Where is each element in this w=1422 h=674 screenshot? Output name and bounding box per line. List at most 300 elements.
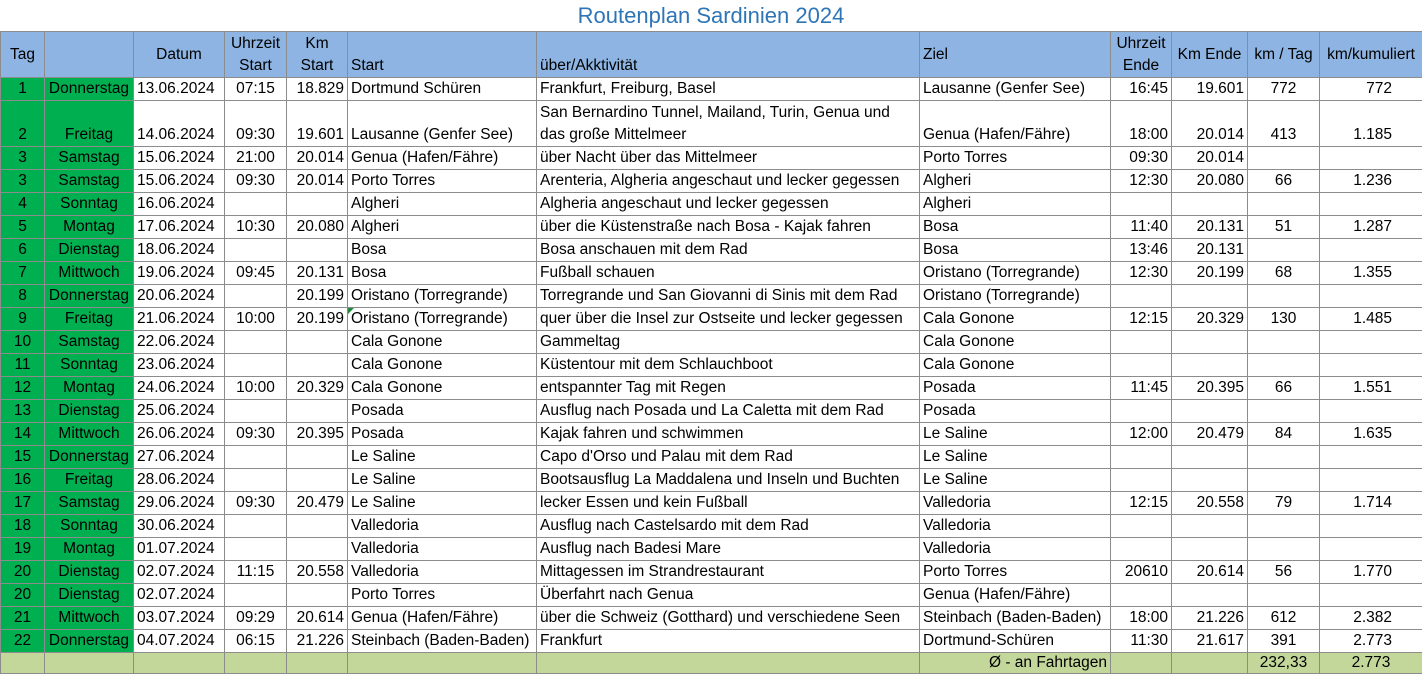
cell-ueber[interactable]: Bootsausflug La Maddalena und Inseln und Buchten bbox=[537, 469, 920, 492]
cell-km-kumuliert[interactable]: 1.485 bbox=[1320, 308, 1422, 331]
cell-km-ende[interactable]: 20.199 bbox=[1172, 262, 1248, 285]
cell-tag[interactable]: 13 bbox=[1, 400, 45, 423]
footer-cell[interactable] bbox=[134, 653, 225, 674]
cell-tag[interactable]: 6 bbox=[1, 239, 45, 262]
cell-km-start[interactable]: 19.601 bbox=[287, 101, 348, 147]
cell-uhrzeit-ende[interactable]: 09:30 bbox=[1111, 147, 1172, 170]
cell-tag[interactable]: 4 bbox=[1, 193, 45, 216]
cell-ueber[interactable]: Ausflug nach Posada und La Caletta mit dem Rad bbox=[537, 400, 920, 423]
cell-start[interactable]: Bosa bbox=[348, 262, 537, 285]
cell-km-start[interactable]: 21.226 bbox=[287, 630, 348, 653]
cell-datum[interactable]: 23.06.2024 bbox=[134, 354, 225, 377]
footer-cell[interactable] bbox=[1172, 653, 1248, 674]
cell-km-kumuliert[interactable] bbox=[1320, 400, 1422, 423]
cell-km-kumuliert[interactable]: 1.236 bbox=[1320, 170, 1422, 193]
cell-ziel[interactable]: Le Saline bbox=[920, 446, 1111, 469]
cell-ziel[interactable]: Le Saline bbox=[920, 423, 1111, 446]
cell-ueber[interactable]: über die Küstenstraße nach Bosa - Kajak fahren bbox=[537, 216, 920, 239]
cell-km-ende[interactable]: 20.080 bbox=[1172, 170, 1248, 193]
cell-datum[interactable]: 13.06.2024 bbox=[134, 78, 225, 101]
cell-uhrzeit-ende[interactable]: 13:46 bbox=[1111, 239, 1172, 262]
cell-uhrzeit-start[interactable] bbox=[225, 239, 287, 262]
cell-tag[interactable]: 1 bbox=[1, 78, 45, 101]
cell-start[interactable]: Valledoria bbox=[348, 561, 537, 584]
cell-km-start[interactable] bbox=[287, 584, 348, 607]
cell-uhrzeit-start[interactable]: 11:15 bbox=[225, 561, 287, 584]
cell-uhrzeit-start[interactable]: 09:30 bbox=[225, 170, 287, 193]
cell-km-tag[interactable] bbox=[1248, 469, 1320, 492]
cell-weekday[interactable]: Montag bbox=[45, 538, 134, 561]
cell-start[interactable]: Lausanne (Genfer See) bbox=[348, 101, 537, 147]
cell-datum[interactable]: 30.06.2024 bbox=[134, 515, 225, 538]
cell-km-kumuliert[interactable] bbox=[1320, 147, 1422, 170]
cell-datum[interactable]: 02.07.2024 bbox=[134, 561, 225, 584]
cell-uhrzeit-ende[interactable] bbox=[1111, 285, 1172, 308]
cell-ziel[interactable]: Posada bbox=[920, 400, 1111, 423]
cell-start[interactable]: Cala Gonone bbox=[348, 331, 537, 354]
cell-datum[interactable]: 03.07.2024 bbox=[134, 607, 225, 630]
cell-uhrzeit-start[interactable]: 10:00 bbox=[225, 308, 287, 331]
cell-weekday[interactable]: Donnerstag bbox=[45, 630, 134, 653]
cell-km-start[interactable] bbox=[287, 538, 348, 561]
cell-km-kumuliert[interactable]: 772 bbox=[1320, 78, 1422, 101]
cell-ziel[interactable]: Posada bbox=[920, 377, 1111, 400]
cell-uhrzeit-start[interactable] bbox=[225, 193, 287, 216]
cell-tag[interactable]: 20 bbox=[1, 584, 45, 607]
cell-uhrzeit-ende[interactable] bbox=[1111, 354, 1172, 377]
cell-tag[interactable]: 5 bbox=[1, 216, 45, 239]
cell-km-ende[interactable] bbox=[1172, 538, 1248, 561]
cell-weekday[interactable]: Freitag bbox=[45, 101, 134, 147]
header-weekday[interactable] bbox=[45, 32, 134, 78]
cell-km-kumuliert[interactable]: 2.773 bbox=[1320, 630, 1422, 653]
cell-weekday[interactable]: Montag bbox=[45, 216, 134, 239]
cell-km-kumuliert[interactable]: 1.635 bbox=[1320, 423, 1422, 446]
cell-ziel[interactable]: Genua (Hafen/Fähre) bbox=[920, 101, 1111, 147]
cell-weekday[interactable]: Mittwoch bbox=[45, 423, 134, 446]
cell-weekday[interactable]: Dienstag bbox=[45, 584, 134, 607]
cell-uhrzeit-ende[interactable]: 11:40 bbox=[1111, 216, 1172, 239]
cell-uhrzeit-ende[interactable] bbox=[1111, 193, 1172, 216]
cell-km-ende[interactable]: 21.226 bbox=[1172, 607, 1248, 630]
footer-cell[interactable] bbox=[287, 653, 348, 674]
cell-uhrzeit-ende[interactable]: 18:00 bbox=[1111, 607, 1172, 630]
cell-uhrzeit-ende[interactable]: 12:30 bbox=[1111, 262, 1172, 285]
cell-uhrzeit-start[interactable]: 21:00 bbox=[225, 147, 287, 170]
cell-start[interactable]: Dortmund Schüren bbox=[348, 78, 537, 101]
cell-tag[interactable]: 14 bbox=[1, 423, 45, 446]
cell-ziel[interactable]: Valledoria bbox=[920, 538, 1111, 561]
cell-km-tag[interactable]: 772 bbox=[1248, 78, 1320, 101]
cell-datum[interactable]: 04.07.2024 bbox=[134, 630, 225, 653]
cell-km-start[interactable]: 20.479 bbox=[287, 492, 348, 515]
cell-ziel[interactable]: Dortmund-Schüren bbox=[920, 630, 1111, 653]
cell-ziel[interactable]: Le Saline bbox=[920, 469, 1111, 492]
cell-ueber[interactable]: über Nacht über das Mittelmeer bbox=[537, 147, 920, 170]
cell-uhrzeit-ende[interactable]: 11:30 bbox=[1111, 630, 1172, 653]
cell-km-start[interactable] bbox=[287, 239, 348, 262]
cell-tag[interactable]: 15 bbox=[1, 446, 45, 469]
cell-ueber[interactable]: Capo d'Orso und Palau mit dem Rad bbox=[537, 446, 920, 469]
cell-uhrzeit-start[interactable]: 06:15 bbox=[225, 630, 287, 653]
cell-datum[interactable]: 17.06.2024 bbox=[134, 216, 225, 239]
cell-tag[interactable]: 2 bbox=[1, 101, 45, 147]
cell-tag[interactable]: 16 bbox=[1, 469, 45, 492]
cell-km-ende[interactable]: 20.329 bbox=[1172, 308, 1248, 331]
cell-ueber[interactable]: Arenteria, Algheria angeschaut und lecker gegessen bbox=[537, 170, 920, 193]
cell-uhrzeit-ende[interactable]: 20610 bbox=[1111, 561, 1172, 584]
cell-uhrzeit-ende[interactable] bbox=[1111, 331, 1172, 354]
cell-km-kumuliert[interactable] bbox=[1320, 354, 1422, 377]
cell-weekday[interactable]: Donnerstag bbox=[45, 285, 134, 308]
cell-tag[interactable]: 18 bbox=[1, 515, 45, 538]
cell-uhrzeit-start[interactable] bbox=[225, 469, 287, 492]
cell-ziel[interactable]: Lausanne (Genfer See) bbox=[920, 78, 1111, 101]
cell-start[interactable]: Cala Gonone bbox=[348, 377, 537, 400]
cell-datum[interactable]: 19.06.2024 bbox=[134, 262, 225, 285]
cell-ueber[interactable]: Frankfurt, Freiburg, Basel bbox=[537, 78, 920, 101]
cell-ueber[interactable]: Torregrande und San Giovanni di Sinis mit dem Rad bbox=[537, 285, 920, 308]
cell-datum[interactable]: 14.06.2024 bbox=[134, 101, 225, 147]
cell-uhrzeit-ende[interactable]: 12:30 bbox=[1111, 170, 1172, 193]
cell-ziel[interactable]: Bosa bbox=[920, 216, 1111, 239]
cell-uhrzeit-ende[interactable]: 12:00 bbox=[1111, 423, 1172, 446]
cell-weekday[interactable]: Sonntag bbox=[45, 354, 134, 377]
cell-weekday[interactable]: Mittwoch bbox=[45, 262, 134, 285]
cell-datum[interactable]: 29.06.2024 bbox=[134, 492, 225, 515]
cell-ziel[interactable]: Porto Torres bbox=[920, 147, 1111, 170]
cell-ziel[interactable]: Algheri bbox=[920, 170, 1111, 193]
cell-km-ende[interactable]: 20.131 bbox=[1172, 239, 1248, 262]
cell-ueber[interactable]: quer über die Insel zur Ostseite und lecker gegessen bbox=[537, 308, 920, 331]
cell-km-tag[interactable]: 130 bbox=[1248, 308, 1320, 331]
cell-km-tag[interactable] bbox=[1248, 331, 1320, 354]
cell-km-ende[interactable] bbox=[1172, 193, 1248, 216]
cell-ueber[interactable]: Ausflug nach Badesi Mare bbox=[537, 538, 920, 561]
cell-tag[interactable]: 7 bbox=[1, 262, 45, 285]
cell-km-ende[interactable] bbox=[1172, 331, 1248, 354]
cell-km-tag[interactable] bbox=[1248, 193, 1320, 216]
cell-km-start[interactable] bbox=[287, 446, 348, 469]
cell-uhrzeit-start[interactable] bbox=[225, 285, 287, 308]
cell-km-start[interactable]: 20.131 bbox=[287, 262, 348, 285]
cell-start[interactable]: Porto Torres bbox=[348, 584, 537, 607]
cell-uhrzeit-ende[interactable] bbox=[1111, 584, 1172, 607]
cell-uhrzeit-start[interactable]: 10:30 bbox=[225, 216, 287, 239]
cell-km-tag[interactable] bbox=[1248, 400, 1320, 423]
cell-ziel[interactable]: Cala Gonone bbox=[920, 308, 1111, 331]
cell-uhrzeit-ende[interactable] bbox=[1111, 446, 1172, 469]
cell-weekday[interactable]: Mittwoch bbox=[45, 607, 134, 630]
cell-tag[interactable]: 22 bbox=[1, 630, 45, 653]
cell-tag[interactable]: 19 bbox=[1, 538, 45, 561]
cell-km-kumuliert[interactable]: 1.185 bbox=[1320, 101, 1422, 147]
cell-datum[interactable]: 16.06.2024 bbox=[134, 193, 225, 216]
cell-uhrzeit-start[interactable]: 10:00 bbox=[225, 377, 287, 400]
cell-ueber[interactable]: Mittagessen im Strandrestaurant bbox=[537, 561, 920, 584]
cell-uhrzeit-start[interactable]: 09:30 bbox=[225, 423, 287, 446]
cell-uhrzeit-start[interactable]: 09:30 bbox=[225, 492, 287, 515]
cell-km-kumuliert[interactable]: 1.770 bbox=[1320, 561, 1422, 584]
cell-ueber[interactable]: Fußball schauen bbox=[537, 262, 920, 285]
header-km-kumuliert[interactable]: km/kumuliert bbox=[1320, 32, 1422, 78]
cell-tag[interactable]: 8 bbox=[1, 285, 45, 308]
cell-start[interactable]: Porto Torres bbox=[348, 170, 537, 193]
cell-km-tag[interactable]: 79 bbox=[1248, 492, 1320, 515]
cell-tag[interactable]: 21 bbox=[1, 607, 45, 630]
cell-km-start[interactable] bbox=[287, 515, 348, 538]
cell-start[interactable]: Bosa bbox=[348, 239, 537, 262]
cell-datum[interactable]: 25.06.2024 bbox=[134, 400, 225, 423]
cell-weekday[interactable]: Freitag bbox=[45, 308, 134, 331]
cell-km-kumuliert[interactable]: 1.287 bbox=[1320, 216, 1422, 239]
cell-km-ende[interactable]: 21.617 bbox=[1172, 630, 1248, 653]
cell-datum[interactable]: 20.06.2024 bbox=[134, 285, 225, 308]
cell-km-ende[interactable]: 19.601 bbox=[1172, 78, 1248, 101]
cell-uhrzeit-ende[interactable] bbox=[1111, 515, 1172, 538]
cell-start[interactable]: Oristano (Torregrande) bbox=[348, 308, 537, 331]
cell-uhrzeit-ende[interactable] bbox=[1111, 538, 1172, 561]
cell-start[interactable]: Valledoria bbox=[348, 515, 537, 538]
cell-weekday[interactable]: Donnerstag bbox=[45, 78, 134, 101]
cell-km-kumuliert[interactable] bbox=[1320, 584, 1422, 607]
cell-weekday[interactable]: Samstag bbox=[45, 170, 134, 193]
footer-average-km[interactable]: 232,33 bbox=[1248, 653, 1320, 674]
cell-datum[interactable]: 15.06.2024 bbox=[134, 147, 225, 170]
cell-uhrzeit-ende[interactable] bbox=[1111, 469, 1172, 492]
cell-ziel[interactable]: Porto Torres bbox=[920, 561, 1111, 584]
cell-weekday[interactable]: Montag bbox=[45, 377, 134, 400]
cell-ueber[interactable]: Küstentour mit dem Schlauchboot bbox=[537, 354, 920, 377]
cell-tag[interactable]: 17 bbox=[1, 492, 45, 515]
cell-km-kumuliert[interactable] bbox=[1320, 193, 1422, 216]
cell-tag[interactable]: 3 bbox=[1, 147, 45, 170]
cell-ziel[interactable]: Algheri bbox=[920, 193, 1111, 216]
cell-ziel[interactable]: Cala Gonone bbox=[920, 354, 1111, 377]
cell-km-tag[interactable]: 612 bbox=[1248, 607, 1320, 630]
cell-km-tag[interactable] bbox=[1248, 584, 1320, 607]
cell-km-ende[interactable] bbox=[1172, 354, 1248, 377]
cell-weekday[interactable]: Donnerstag bbox=[45, 446, 134, 469]
cell-datum[interactable]: 01.07.2024 bbox=[134, 538, 225, 561]
header-km-start[interactable]: Km Start bbox=[287, 32, 348, 78]
cell-km-tag[interactable] bbox=[1248, 446, 1320, 469]
cell-start[interactable]: Valledoria bbox=[348, 538, 537, 561]
cell-km-ende[interactable]: 20.014 bbox=[1172, 147, 1248, 170]
cell-uhrzeit-start[interactable] bbox=[225, 515, 287, 538]
cell-uhrzeit-start[interactable] bbox=[225, 584, 287, 607]
footer-cell[interactable] bbox=[537, 653, 920, 674]
cell-km-start[interactable] bbox=[287, 354, 348, 377]
cell-km-ende[interactable]: 20.614 bbox=[1172, 561, 1248, 584]
cell-weekday[interactable]: Samstag bbox=[45, 492, 134, 515]
cell-km-start[interactable] bbox=[287, 193, 348, 216]
cell-km-ende[interactable]: 20.014 bbox=[1172, 101, 1248, 147]
footer-average-label[interactable]: Ø - an Fahrtagen bbox=[920, 653, 1111, 674]
cell-km-kumuliert[interactable] bbox=[1320, 331, 1422, 354]
footer-total-km[interactable]: 2.773 bbox=[1320, 653, 1422, 674]
footer-cell[interactable] bbox=[1, 653, 45, 674]
cell-start[interactable]: Le Saline bbox=[348, 469, 537, 492]
cell-km-ende[interactable]: 20.479 bbox=[1172, 423, 1248, 446]
cell-uhrzeit-ende[interactable]: 16:45 bbox=[1111, 78, 1172, 101]
cell-km-tag[interactable] bbox=[1248, 147, 1320, 170]
cell-km-kumuliert[interactable] bbox=[1320, 446, 1422, 469]
cell-ueber[interactable]: Algheria angeschaut und lecker gegessen bbox=[537, 193, 920, 216]
cell-datum[interactable]: 22.06.2024 bbox=[134, 331, 225, 354]
cell-ziel[interactable]: Oristano (Torregrande) bbox=[920, 262, 1111, 285]
cell-km-tag[interactable] bbox=[1248, 354, 1320, 377]
cell-tag[interactable]: 20 bbox=[1, 561, 45, 584]
cell-km-start[interactable] bbox=[287, 331, 348, 354]
cell-km-ende[interactable] bbox=[1172, 446, 1248, 469]
cell-datum[interactable]: 15.06.2024 bbox=[134, 170, 225, 193]
cell-datum[interactable]: 24.06.2024 bbox=[134, 377, 225, 400]
cell-ueber[interactable]: lecker Essen und kein Fußball bbox=[537, 492, 920, 515]
cell-start[interactable]: Algheri bbox=[348, 193, 537, 216]
cell-start[interactable]: Genua (Hafen/Fähre) bbox=[348, 607, 537, 630]
cell-uhrzeit-ende[interactable]: 11:45 bbox=[1111, 377, 1172, 400]
cell-uhrzeit-start[interactable] bbox=[225, 538, 287, 561]
cell-km-tag[interactable]: 66 bbox=[1248, 377, 1320, 400]
footer-cell[interactable] bbox=[225, 653, 287, 674]
cell-km-tag[interactable] bbox=[1248, 285, 1320, 308]
cell-km-tag[interactable]: 68 bbox=[1248, 262, 1320, 285]
header-datum[interactable]: Datum bbox=[134, 32, 225, 78]
cell-km-tag[interactable]: 84 bbox=[1248, 423, 1320, 446]
cell-weekday[interactable]: Sonntag bbox=[45, 193, 134, 216]
cell-km-tag[interactable] bbox=[1248, 515, 1320, 538]
cell-uhrzeit-start[interactable] bbox=[225, 400, 287, 423]
cell-ueber[interactable]: Gammeltag bbox=[537, 331, 920, 354]
cell-km-tag[interactable]: 66 bbox=[1248, 170, 1320, 193]
cell-ziel[interactable]: Valledoria bbox=[920, 515, 1111, 538]
cell-weekday[interactable]: Dienstag bbox=[45, 561, 134, 584]
cell-km-tag[interactable]: 51 bbox=[1248, 216, 1320, 239]
header-ziel[interactable]: Ziel bbox=[920, 32, 1111, 78]
cell-km-start[interactable]: 20.558 bbox=[287, 561, 348, 584]
cell-ueber[interactable]: Überfahrt nach Genua bbox=[537, 584, 920, 607]
cell-km-tag[interactable] bbox=[1248, 239, 1320, 262]
cell-start[interactable]: Algheri bbox=[348, 216, 537, 239]
cell-tag[interactable]: 9 bbox=[1, 308, 45, 331]
cell-uhrzeit-ende[interactable]: 12:15 bbox=[1111, 492, 1172, 515]
cell-km-ende[interactable] bbox=[1172, 400, 1248, 423]
cell-ziel[interactable]: Valledoria bbox=[920, 492, 1111, 515]
cell-start[interactable]: Oristano (Torregrande) bbox=[348, 285, 537, 308]
cell-km-start[interactable] bbox=[287, 400, 348, 423]
cell-ziel[interactable]: Bosa bbox=[920, 239, 1111, 262]
cell-ziel[interactable]: Oristano (Torregrande) bbox=[920, 285, 1111, 308]
cell-km-kumuliert[interactable] bbox=[1320, 239, 1422, 262]
cell-uhrzeit-start[interactable] bbox=[225, 354, 287, 377]
cell-ueber[interactable]: über die Schweiz (Gotthard) und verschiedene Seen bbox=[537, 607, 920, 630]
cell-start[interactable]: Cala Gonone bbox=[348, 354, 537, 377]
cell-km-ende[interactable] bbox=[1172, 584, 1248, 607]
cell-tag[interactable]: 10 bbox=[1, 331, 45, 354]
cell-datum[interactable]: 27.06.2024 bbox=[134, 446, 225, 469]
cell-km-start[interactable]: 20.080 bbox=[287, 216, 348, 239]
cell-datum[interactable]: 26.06.2024 bbox=[134, 423, 225, 446]
cell-start[interactable]: Genua (Hafen/Fähre) bbox=[348, 147, 537, 170]
cell-ueber[interactable]: Frankfurt bbox=[537, 630, 920, 653]
cell-km-ende[interactable]: 20.131 bbox=[1172, 216, 1248, 239]
cell-km-start[interactable]: 18.829 bbox=[287, 78, 348, 101]
cell-uhrzeit-start[interactable]: 09:29 bbox=[225, 607, 287, 630]
cell-km-kumuliert[interactable]: 2.382 bbox=[1320, 607, 1422, 630]
cell-datum[interactable]: 18.06.2024 bbox=[134, 239, 225, 262]
cell-tag[interactable]: 3 bbox=[1, 170, 45, 193]
cell-km-kumuliert[interactable]: 1.355 bbox=[1320, 262, 1422, 285]
footer-cell[interactable] bbox=[45, 653, 134, 674]
cell-km-start[interactable]: 20.014 bbox=[287, 147, 348, 170]
footer-cell[interactable] bbox=[348, 653, 537, 674]
cell-km-ende[interactable]: 20.558 bbox=[1172, 492, 1248, 515]
cell-start[interactable]: Le Saline bbox=[348, 492, 537, 515]
header-km-tag[interactable]: km / Tag bbox=[1248, 32, 1320, 78]
cell-start[interactable]: Posada bbox=[348, 400, 537, 423]
cell-ziel[interactable]: Cala Gonone bbox=[920, 331, 1111, 354]
cell-km-kumuliert[interactable]: 1.551 bbox=[1320, 377, 1422, 400]
cell-km-kumuliert[interactable] bbox=[1320, 538, 1422, 561]
cell-uhrzeit-start[interactable]: 09:45 bbox=[225, 262, 287, 285]
cell-uhrzeit-start[interactable] bbox=[225, 446, 287, 469]
cell-weekday[interactable]: Sonntag bbox=[45, 515, 134, 538]
cell-tag[interactable]: 11 bbox=[1, 354, 45, 377]
cell-start[interactable]: Le Saline bbox=[348, 446, 537, 469]
cell-datum[interactable]: 21.06.2024 bbox=[134, 308, 225, 331]
cell-ueber[interactable]: Kajak fahren und schwimmen bbox=[537, 423, 920, 446]
cell-uhrzeit-start[interactable] bbox=[225, 331, 287, 354]
cell-uhrzeit-ende[interactable]: 18:00 bbox=[1111, 101, 1172, 147]
cell-weekday[interactable]: Freitag bbox=[45, 469, 134, 492]
cell-km-start[interactable] bbox=[287, 469, 348, 492]
cell-km-tag[interactable]: 413 bbox=[1248, 101, 1320, 147]
header-uhrzeit-start[interactable]: Uhrzeit Start bbox=[225, 32, 287, 78]
cell-km-ende[interactable]: 20.395 bbox=[1172, 377, 1248, 400]
cell-uhrzeit-start[interactable]: 07:15 bbox=[225, 78, 287, 101]
cell-ueber[interactable]: San Bernardino Tunnel, Mailand, Turin, Genua und das große Mittelmeer bbox=[537, 101, 920, 147]
cell-km-kumuliert[interactable] bbox=[1320, 515, 1422, 538]
cell-start[interactable]: Posada bbox=[348, 423, 537, 446]
header-uhrzeit-ende[interactable]: Uhrzeit Ende bbox=[1111, 32, 1172, 78]
cell-weekday[interactable]: Samstag bbox=[45, 331, 134, 354]
cell-km-start[interactable]: 20.014 bbox=[287, 170, 348, 193]
cell-uhrzeit-ende[interactable]: 12:15 bbox=[1111, 308, 1172, 331]
cell-ziel[interactable]: Steinbach (Baden-Baden) bbox=[920, 607, 1111, 630]
header-tag[interactable]: Tag bbox=[1, 32, 45, 78]
cell-weekday[interactable]: Samstag bbox=[45, 147, 134, 170]
cell-km-kumuliert[interactable]: 1.714 bbox=[1320, 492, 1422, 515]
cell-km-kumuliert[interactable] bbox=[1320, 285, 1422, 308]
cell-km-tag[interactable] bbox=[1248, 538, 1320, 561]
cell-km-start[interactable]: 20.329 bbox=[287, 377, 348, 400]
cell-km-start[interactable]: 20.199 bbox=[287, 285, 348, 308]
cell-km-start[interactable]: 20.614 bbox=[287, 607, 348, 630]
footer-cell[interactable] bbox=[1111, 653, 1172, 674]
cell-km-tag[interactable]: 391 bbox=[1248, 630, 1320, 653]
cell-datum[interactable]: 02.07.2024 bbox=[134, 584, 225, 607]
cell-ueber[interactable]: Ausflug nach Castelsardo mit dem Rad bbox=[537, 515, 920, 538]
cell-uhrzeit-start[interactable]: 09:30 bbox=[225, 101, 287, 147]
cell-ziel[interactable]: Genua (Hafen/Fähre) bbox=[920, 584, 1111, 607]
cell-km-start[interactable]: 20.395 bbox=[287, 423, 348, 446]
cell-km-kumuliert[interactable] bbox=[1320, 469, 1422, 492]
header-start[interactable]: Start bbox=[348, 32, 537, 78]
cell-km-ende[interactable] bbox=[1172, 285, 1248, 308]
cell-uhrzeit-ende[interactable] bbox=[1111, 400, 1172, 423]
cell-ueber[interactable]: entspannter Tag mit Regen bbox=[537, 377, 920, 400]
